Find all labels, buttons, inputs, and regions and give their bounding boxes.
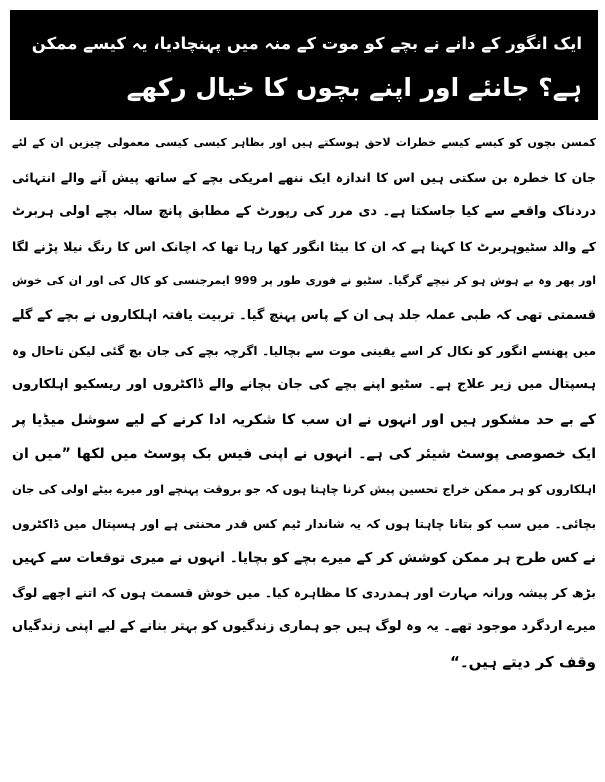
article-line-15: میرے اردگرد موجود تھے۔ یہ وہ لوگ ہیں جو ہماری زندگیوں کو بہتر بنانے کے لیے اپنی زندگیاں <box>12 619 596 635</box>
article-line-9: کے بے حد مشکور ہیں اور انہوں نے ان سب کا شکریہ ادا کرنے کے لیے سوشل میڈیا پر <box>12 411 596 428</box>
article-line-6: قسمتی تھی کہ طبی عملہ جلد ہی ان کے پاس پہنچ گیا۔ تربیت یافتہ اہلکاروں نے بچے کے گلے <box>12 307 596 323</box>
article-line-11: اہلکاروں کو ہر ممکن خراج تحسین پیش کرنا چاہتا ہوں کہ جو بروقت پہنچے اور میرے بیٹے اولی کی جان <box>12 481 596 496</box>
headline-box <box>10 10 598 120</box>
article-line-10: ایک خصوصی پوسٹ شیئر کی ہے۔ انہوں نے اپنی فیس بک پوسٹ میں لکھا ”میں ان <box>12 446 596 463</box>
article-line-2: جان کا خطرہ بن سکتی ہیں اس کا اندازہ ایک ننھے امریکی بچے کے ساتھ پیش آنے والے انتہائی <box>12 169 596 185</box>
article-line-12: بچائی۔ میں سب کو بتانا چاہتا ہوں کہ یہ شاندار ٹیم کس قدر محنتی ہے اور ہسپتال میں ڈاکٹروں <box>12 516 596 531</box>
article-line-16: وقف کر دیتے ہیں۔“ <box>449 652 596 671</box>
article-line-8: ہسپتال میں زیر علاج ہے۔ سٹیو اپنے بچے کی جان بچانے والے ڈاکٹروں اور ریسکیو اہلکاروں <box>12 377 596 393</box>
headline-line-2: ہے؟ جانئے اور اپنے بچوں کا خیال رکھے <box>126 73 582 102</box>
headline-line-1: ایک انگور کے دانے نے بچے کو موت کے منہ میں پہنچادیا، یہ کیسے ممکن <box>31 34 582 53</box>
article-line-5: اور پھر وہ بے ہوش ہو کر نیچے گرگیا۔ سٹیو نے فوری طور پر 999 ایمرجنسی کو کال کی اور ان کی خوش <box>12 274 596 288</box>
article-line-1: کمسن بچوں کو کیسے کیسے خطرات لاحق ہوسکتے ہیں اور بظاہر کیسی کیسی معمولی چیزیں ان کے لئے <box>12 136 596 149</box>
article-line-14: بڑھ کر پیشہ ورانہ مہارت اور ہمدردی کا مظاہرہ کیا۔ میں خوش قسمت ہوں کہ اتنے اچھے لوگ <box>12 584 596 600</box>
article-line-13: نے کس طرح ہر ممکن کوشش کر کے میرے بچے کو بچایا۔ انہوں نے میری توقعات سے کہیں <box>12 550 596 567</box>
article-body <box>12 126 596 680</box>
article-line-7: میں پھنسے انگور کو نکال کر اسے یقینی موت سے بچالیا۔ اگرچہ بچے کی جان بچ گئی لیکن تاحال وہ <box>12 343 596 358</box>
article-line-3: دردناک واقعے سے کیا جاسکتا ہے۔ دی مرر کی رپورٹ کے مطابق پانچ سالہ بچے اولی ہربرٹ <box>12 204 596 220</box>
article-line-4: کے والد سٹیوہربرٹ کا کہنا ہے کہ ان کا بیٹا انگور کھا رہا تھا کہ اچانک اس کا رنگ نیلا پڑنے لگا <box>12 238 596 254</box>
